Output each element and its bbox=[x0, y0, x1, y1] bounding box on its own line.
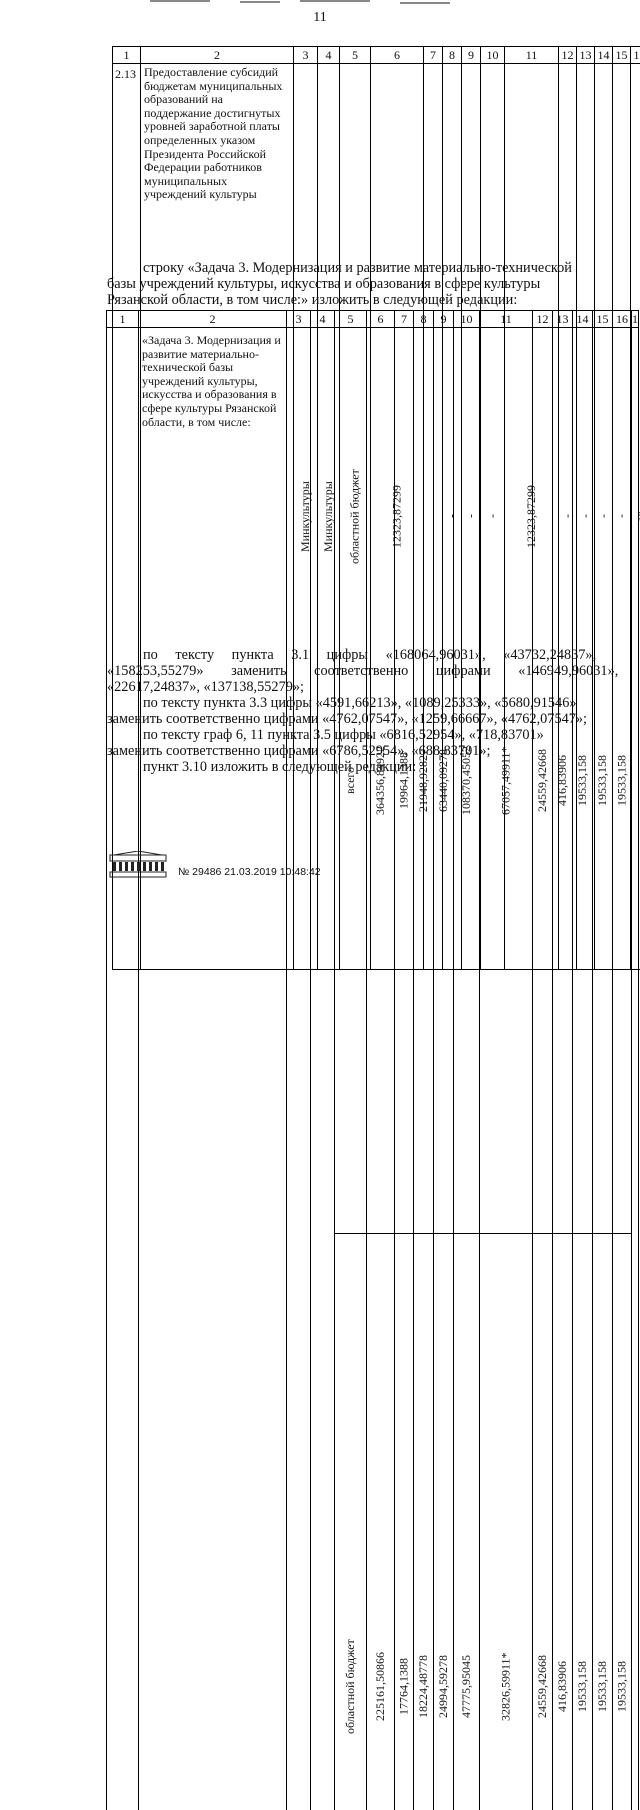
header-cell: 15 bbox=[613, 47, 631, 64]
intro-line: Рязанской области, в том числе:» изложить в следующей редакции: bbox=[107, 292, 517, 309]
header-cell: 1 bbox=[107, 311, 139, 328]
body-line: заменить соответственно цифрами «6786,52954», «688,83701»; bbox=[107, 743, 491, 760]
header-cell: 14 bbox=[595, 47, 613, 64]
header-cell: 14 bbox=[573, 311, 593, 328]
value-cell: - bbox=[577, 64, 594, 969]
registry-stamp-icon bbox=[108, 851, 168, 879]
header-cell: 9 bbox=[462, 47, 481, 64]
body-line: по тексту пункта 3.3 цифры «4591,66213», «1089,25333», «5680,91546» bbox=[143, 695, 577, 712]
executor-cell: Минкультуры bbox=[318, 64, 339, 969]
table-header-row bbox=[113, 47, 640, 64]
row-code: 2.13 bbox=[113, 64, 140, 82]
table-header-row bbox=[107, 311, 639, 328]
header-cell: 7 bbox=[424, 47, 443, 64]
body-line: «22617,24837», «137138,55279»; bbox=[107, 679, 304, 696]
header-cell: 8 bbox=[414, 311, 434, 328]
value-cell bbox=[573, 1234, 592, 1810]
header-cell: 8 bbox=[443, 47, 462, 64]
value-cell bbox=[593, 1234, 612, 1810]
header-cell: 1 bbox=[632, 311, 639, 328]
value-cell bbox=[434, 1234, 453, 1810]
value-cell: 19533,158 bbox=[573, 328, 592, 1233]
value-cell bbox=[367, 1234, 394, 1810]
page-number: 11 bbox=[0, 10, 640, 26]
body-line: заменить соответственно цифрами «4762,07547», «1259,66667», «4762,07547»; bbox=[107, 711, 587, 728]
value-cell bbox=[533, 1234, 552, 1810]
intro-line: базы учреждений культуры, искусства и образования в сфере культуры bbox=[107, 276, 540, 293]
header-cell: 2 bbox=[139, 311, 287, 328]
funding-source-cell: областной бюджет bbox=[340, 64, 370, 969]
value-cell: - bbox=[481, 64, 504, 969]
value-cell: 19964,1388 bbox=[395, 328, 413, 1233]
body-line: по тексту граф 6, 11 пункта 3.5 цифры «6816,52954», «718,83701» bbox=[143, 727, 544, 744]
header-cell: 16 bbox=[613, 311, 632, 328]
funding-source-cell: всего bbox=[335, 328, 366, 1233]
funding-source-cell bbox=[335, 1234, 366, 1810]
header-cell: 12 bbox=[533, 311, 553, 328]
row-description: Предоставление субсидий бюджетам муниципальных образований на поддержание достигнутых уровней заработной платы определенных указом Президента Российской Федерации работников муниципальных учреждений культуры bbox=[141, 64, 293, 202]
value-cell: 12323,87299 bbox=[505, 64, 558, 969]
value-cell bbox=[395, 1234, 413, 1810]
value-cell bbox=[480, 1234, 532, 1810]
header-cell: 4 bbox=[318, 47, 340, 64]
body-line: «158253,55279» заменить соответственно цифрами «146949,96031», bbox=[107, 663, 618, 680]
value-cell: - bbox=[595, 64, 612, 969]
registration-number: № 29486 21.03.2019 10:48:42 bbox=[178, 866, 321, 878]
value-cell: 24559,42668 bbox=[533, 328, 552, 1233]
value-cell bbox=[414, 1234, 433, 1810]
table-row bbox=[107, 328, 639, 1234]
scan-artifact bbox=[150, 0, 480, 6]
table-task3 bbox=[106, 310, 639, 1810]
value-cell: 21948,92827 bbox=[414, 328, 433, 1233]
header-cell: 5 bbox=[335, 311, 367, 328]
body-line: пункт 3.10 изложить в следующей редакции: bbox=[143, 759, 416, 776]
header-cell: 10 bbox=[481, 47, 505, 64]
header-cell: 1 bbox=[631, 47, 640, 64]
header-cell: 3 bbox=[294, 47, 318, 64]
header-cell: 11 bbox=[505, 47, 559, 64]
value-cell: 67057,49911* bbox=[480, 328, 532, 1233]
intro-line: строку «Задача 3. Модернизация и развитие материально-технической bbox=[143, 260, 572, 277]
header-cell: 12 bbox=[559, 47, 577, 64]
header-cell: 9 bbox=[434, 311, 454, 328]
value-cell: -» bbox=[631, 64, 640, 969]
header-cell: 11 bbox=[480, 311, 533, 328]
value-cell bbox=[454, 1234, 479, 1810]
header-cell: 2 bbox=[141, 47, 294, 64]
body-line: по тексту пункта 3.1 цифры «168064,96031», «43732,24837», bbox=[143, 647, 596, 664]
header-cell: 7 bbox=[395, 311, 414, 328]
header-cell: 6 bbox=[371, 47, 424, 64]
value-cell: 12323,87299 bbox=[371, 64, 423, 969]
value-cell: 416,83906 bbox=[553, 328, 572, 1233]
value-cell bbox=[613, 1234, 631, 1810]
value-cell: 19533,158 bbox=[613, 328, 631, 1233]
value-cell: 108370,45052 bbox=[454, 328, 479, 1233]
header-cell: 1 bbox=[113, 47, 141, 64]
value-cell bbox=[553, 1234, 572, 1810]
header-cell: 15 bbox=[593, 311, 613, 328]
header-cell: 6 bbox=[367, 311, 395, 328]
header-cell: 10 bbox=[454, 311, 480, 328]
value-cell: 63440,09278 bbox=[434, 328, 453, 1233]
value-cell: 364356,84922 bbox=[367, 328, 394, 1233]
executor-cell: Минкультуры bbox=[294, 64, 317, 969]
value-cell: - bbox=[443, 64, 461, 969]
value-cell: - bbox=[424, 64, 442, 969]
header-cell: 5 bbox=[340, 47, 371, 64]
value-cell: 19533,158 bbox=[593, 328, 612, 1233]
value-cell: - bbox=[559, 64, 576, 969]
header-cell: 3 bbox=[287, 311, 311, 328]
row-description: «Задача 3. Модернизация и развитие материально-технической базы учреждений культуры, искусства и образования в сфере культуры Рязанской области, в том числе: bbox=[139, 328, 286, 429]
header-cell: 4 bbox=[311, 311, 335, 328]
header-cell: 13 bbox=[553, 311, 573, 328]
header-cell: 13 bbox=[577, 47, 595, 64]
value-cell: - bbox=[462, 64, 480, 969]
value-cell: - bbox=[613, 64, 630, 969]
